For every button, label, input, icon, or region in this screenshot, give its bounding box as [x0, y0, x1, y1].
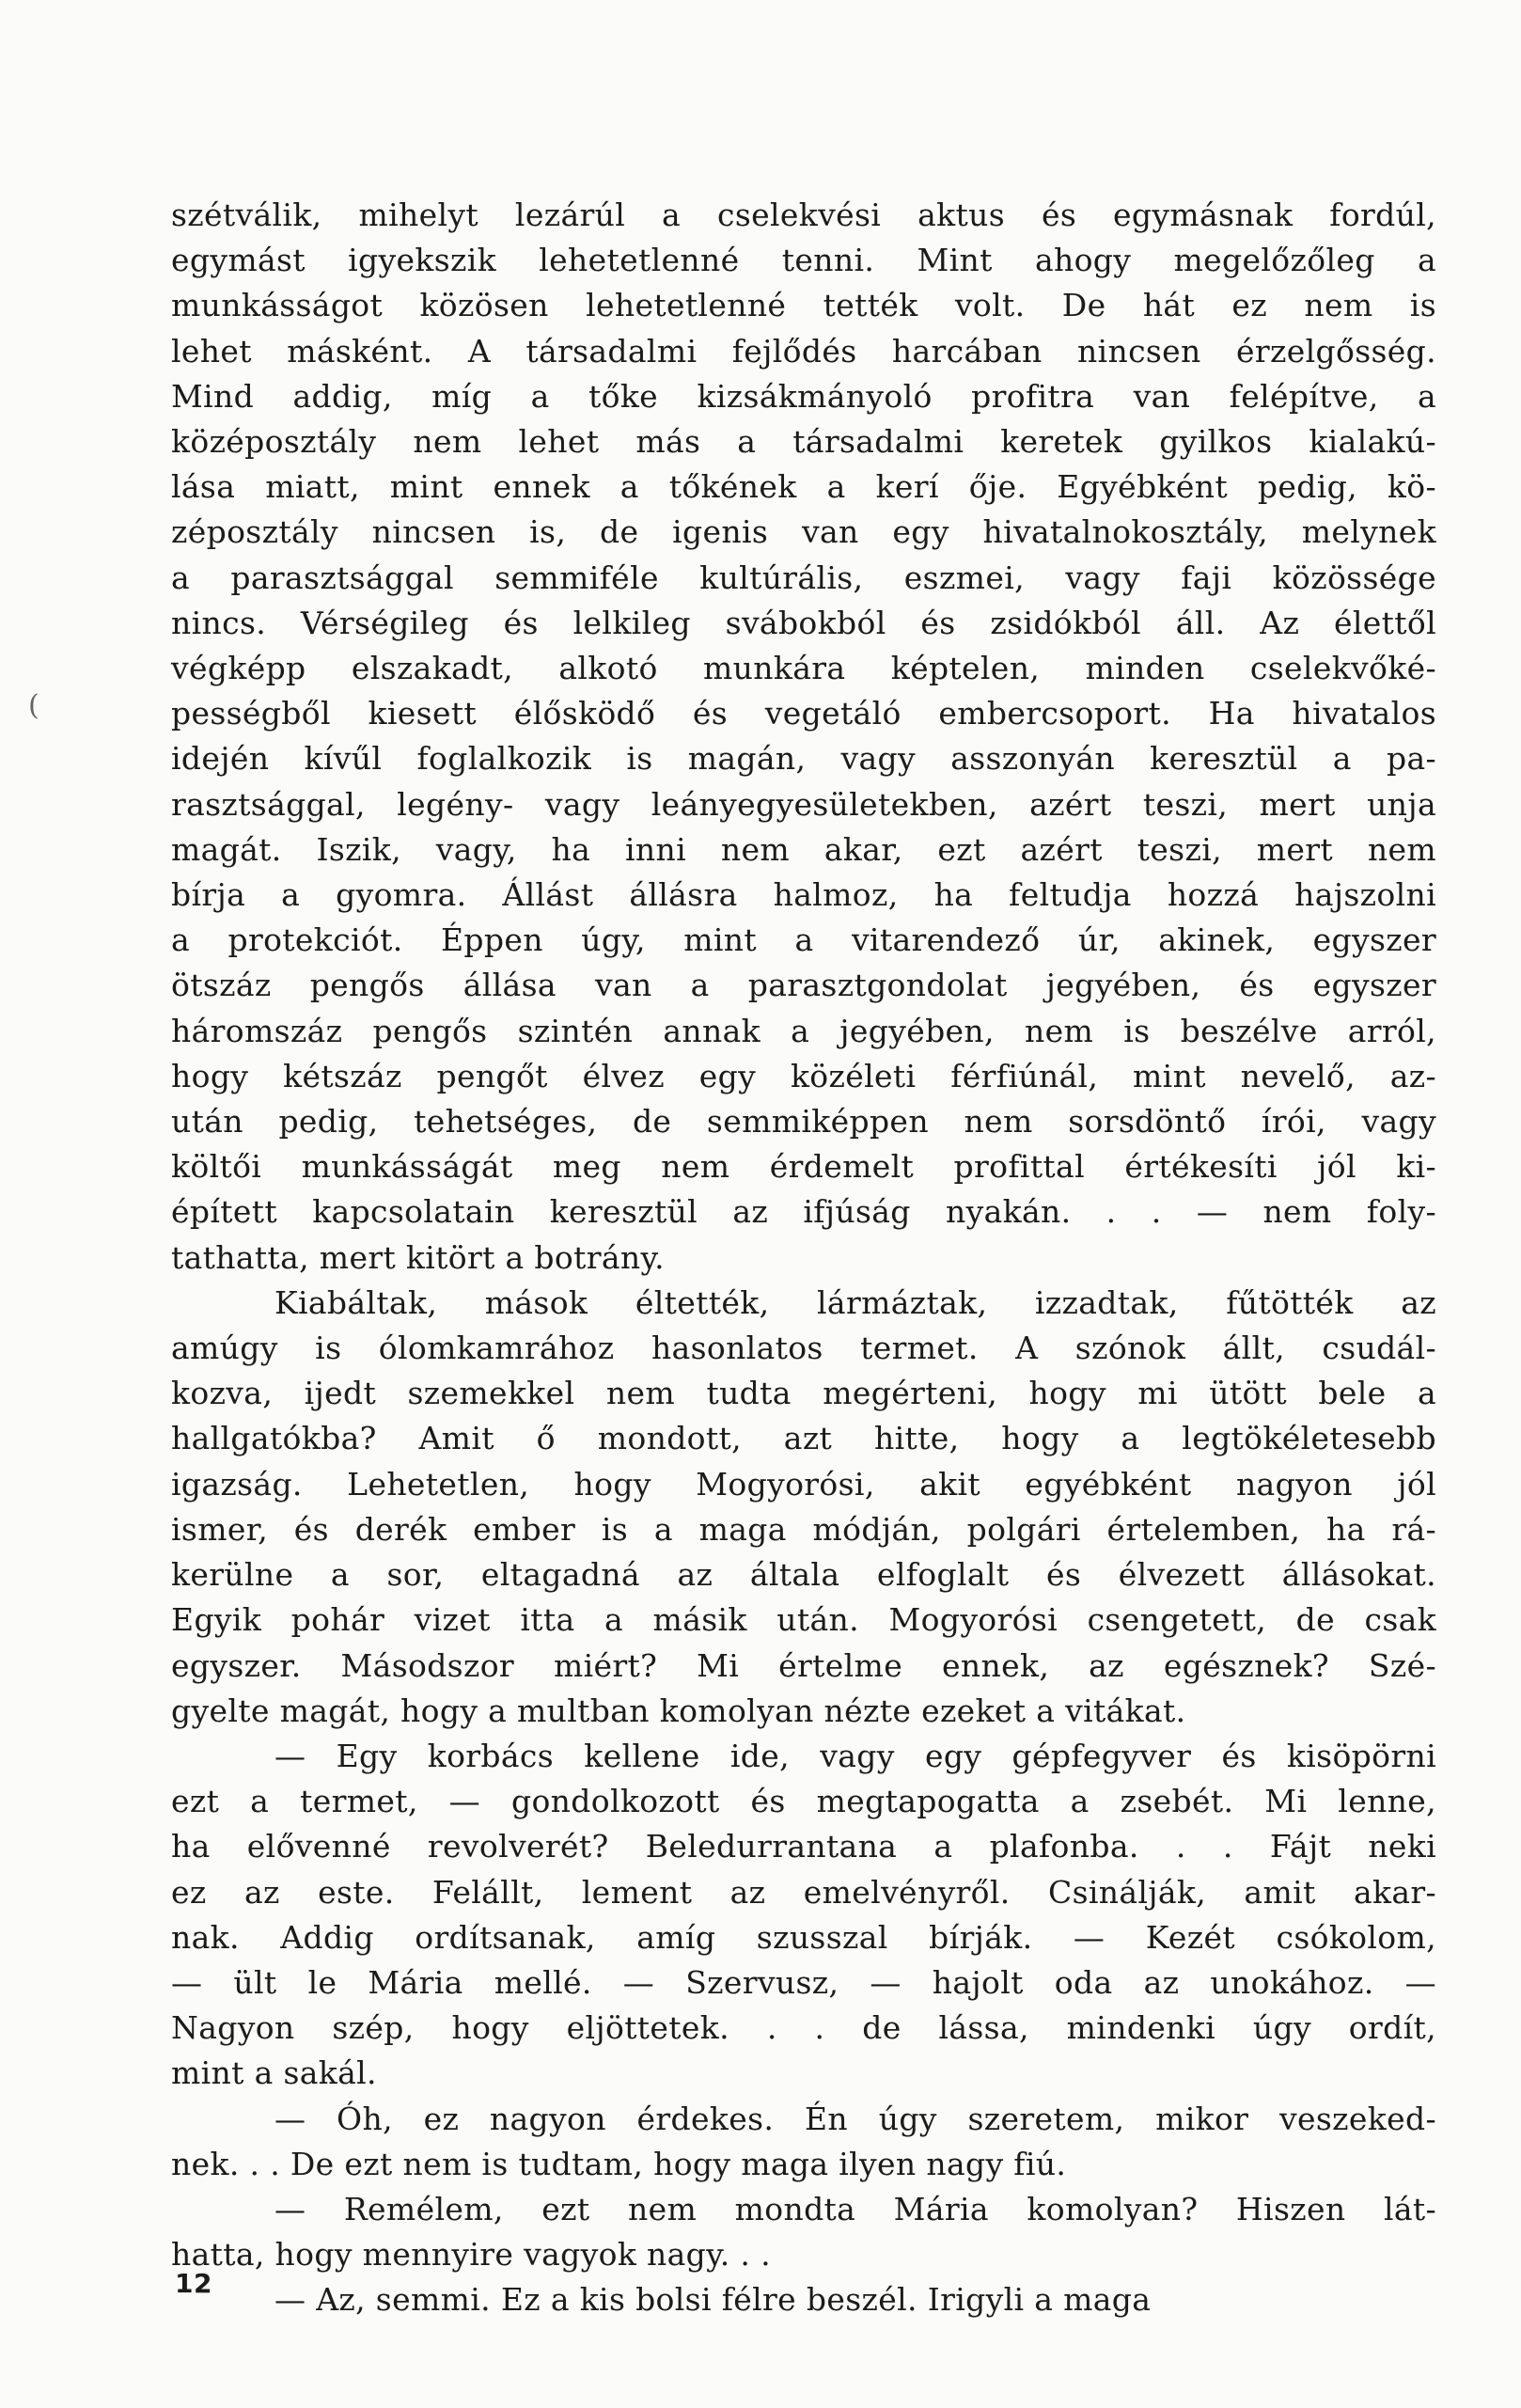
text-line: a protekciót. Éppen úgy, mint a vitarendező úr, akinek, egyszer	[171, 921, 1436, 959]
text-line: nak. Addig ordítsanak, amíg szusszal bírják. — Kezét csókolom,	[171, 1918, 1436, 1956]
text-line: ha elővenné revolverét? Beledurrantana a plafonba. . . Fájt neki	[171, 1828, 1436, 1865]
text-line: idején kívűl foglalkozik is magán, vagy asszonyán keresztül a pa-	[171, 740, 1436, 778]
text-line: a parasztsággal semmiféle kultúrális, eszmei, vagy faji közössége	[171, 559, 1436, 596]
text-line: háromszáz pengős szintén annak a jegyében, nem is beszélve arról,	[171, 1012, 1436, 1049]
paragraph	[171, 1281, 1436, 1734]
text-line: Kiabáltak, mások éltették, lármáztak, izzadtak, fűtötték az	[274, 1283, 1436, 1321]
text-line: ismer, és derék ember is a maga módján, polgári értelemben, ha rá-	[171, 1510, 1436, 1548]
text-line: végképp elszakadt, alkotó munkára képtelen, minden cselekvőké-	[171, 650, 1436, 687]
text-line: rasztsággal, legény- vagy leányegyesületekben, azért teszi, mert unja	[171, 785, 1436, 823]
text-line: Egyik pohár vizet itta a másik után. Mogyorósi csengetett, de csak	[171, 1601, 1436, 1639]
text-line: Nagyon szép, hogy eljöttetek. . . de lássa, mindenki úgy ordít,	[171, 2009, 1436, 2047]
text-line: munkásságot közösen lehetetlenné tették volt. De hát ez nem is	[171, 287, 1436, 324]
text-line: tathatta, mert kitört a botrány.	[171, 1238, 665, 1276]
text-line: — ült le Mária mellé. — Szervusz, — hajolt oda az unokához. —	[171, 1963, 1436, 2001]
text-line: zéposztály nincsen is, de igenis van egy hivatalnokosztály, melynek	[171, 513, 1436, 551]
text-line: lehet másként. A társadalmi fejlődés harcában nincsen érzelgősség.	[171, 332, 1436, 370]
text-line: lása miatt, mint ennek a tőkének a kerí ője. Egyébként pedig, kö-	[171, 468, 1436, 506]
text-line: nek. . . De ezt nem is tudtam, hogy maga ilyen nagy fiú.	[171, 2145, 1067, 2182]
text-line: egyszer. Másodszor miért? Mi értelme ennek, az egésznek? Szé-	[171, 1646, 1436, 1684]
text-line: pességből kiesett élősködő és vegetáló embercsoport. Ha hivatalos	[171, 695, 1436, 732]
text-line: hogy kétszáz pengőt élvez egy közéleti férfiúnál, mint nevelő, az-	[171, 1057, 1436, 1094]
text-line: igazság. Lehetetlen, hogy Mogyorósi, akit egyébként nagyon jól	[171, 1465, 1436, 1503]
paragraph	[171, 2277, 1436, 2322]
text-line: ez az este. Felállt, lement az emelvényről. Csinálják, amit akar-	[171, 1873, 1436, 1911]
text-line: ötszáz pengős állása van a parasztgondolat jegyében, és egyszer	[171, 967, 1436, 1004]
text-line: nincs. Vérségileg és lelkileg svábokból és zsidókból áll. Az élettől	[171, 604, 1436, 641]
page-number: 12	[175, 2268, 212, 2299]
text-line: bírja a gyomra. Állást állásra halmoz, ha feltudja hozzá hajszolni	[171, 876, 1436, 914]
text-line: egymást igyekszik lehetetlenné tenni. Mint ahogy megelőzőleg a	[171, 242, 1436, 279]
text-line: hallgatókba? Amit ő mondott, azt hitte, hogy a legtökéletesebb	[171, 1420, 1436, 1457]
text-line: — Óh, ez nagyon érdekes. Én úgy szeretem, mikor veszeked-	[274, 2100, 1436, 2137]
text-line: után pedig, tehetséges, de semmiképpen nem sorsdöntő írói, vagy	[171, 1103, 1436, 1141]
text-line: épített kapcsolatain keresztül az ifjúság nyakán. . . — nem foly-	[171, 1193, 1436, 1231]
text-line: — Egy korbács kellene ide, vagy egy gépfegyver és kisöpörni	[274, 1737, 1436, 1774]
text-line: gyelte magát, hogy a multban komolyan nézte ezeket a vitákat.	[171, 1692, 1186, 1729]
text-line: költői munkásságát meg nem érdemelt profittal értékesíti jól ki-	[171, 1148, 1436, 1186]
text-line: amúgy is ólomkamrához hasonlatos termet. A szónok állt, csudál-	[171, 1330, 1436, 1367]
text-line: ezt a termet, — gondolkozott és megtapogatta a zsebét. Mi lenne,	[171, 1783, 1436, 1820]
text-line: kozva, ijedt szemekkel nem tudta megérteni, hogy mi ütött bele a	[171, 1375, 1436, 1412]
text-line: kerülne a sor, eltagadná az általa elfoglalt és élvezett állásokat.	[171, 1556, 1436, 1594]
paragraph	[171, 1734, 1436, 2097]
text-line: középosztály nem lehet más a társadalmi keretek gyilkos kialakú-	[171, 423, 1436, 461]
paragraph	[171, 193, 1436, 1281]
text-line: hatta, hogy mennyire vagyok nagy. . .	[171, 2236, 771, 2274]
text-line: — Az, semmi. Ez a kis bolsi félre beszél. Irigyli a maga	[274, 2281, 1152, 2319]
paragraph	[171, 2187, 1436, 2277]
text-line: magát. Iszik, vagy, ha inni nem akar, ezt azért teszi, mert nem	[171, 830, 1436, 868]
body-text	[171, 193, 1436, 2323]
margin-mark: (	[28, 689, 39, 722]
text-line: Mind addig, míg a tőke kizsákmányoló profitra van felépítve, a	[171, 377, 1436, 415]
text-line: mint a sakál.	[171, 2054, 377, 2092]
text-line: szétválik, mihelyt lezárúl a cselekvési aktus és egymásnak fordúl,	[171, 197, 1436, 233]
paragraph	[171, 2097, 1436, 2187]
text-line: — Remélem, ezt nem mondta Mária komolyan? Hiszen lát-	[274, 2190, 1436, 2227]
